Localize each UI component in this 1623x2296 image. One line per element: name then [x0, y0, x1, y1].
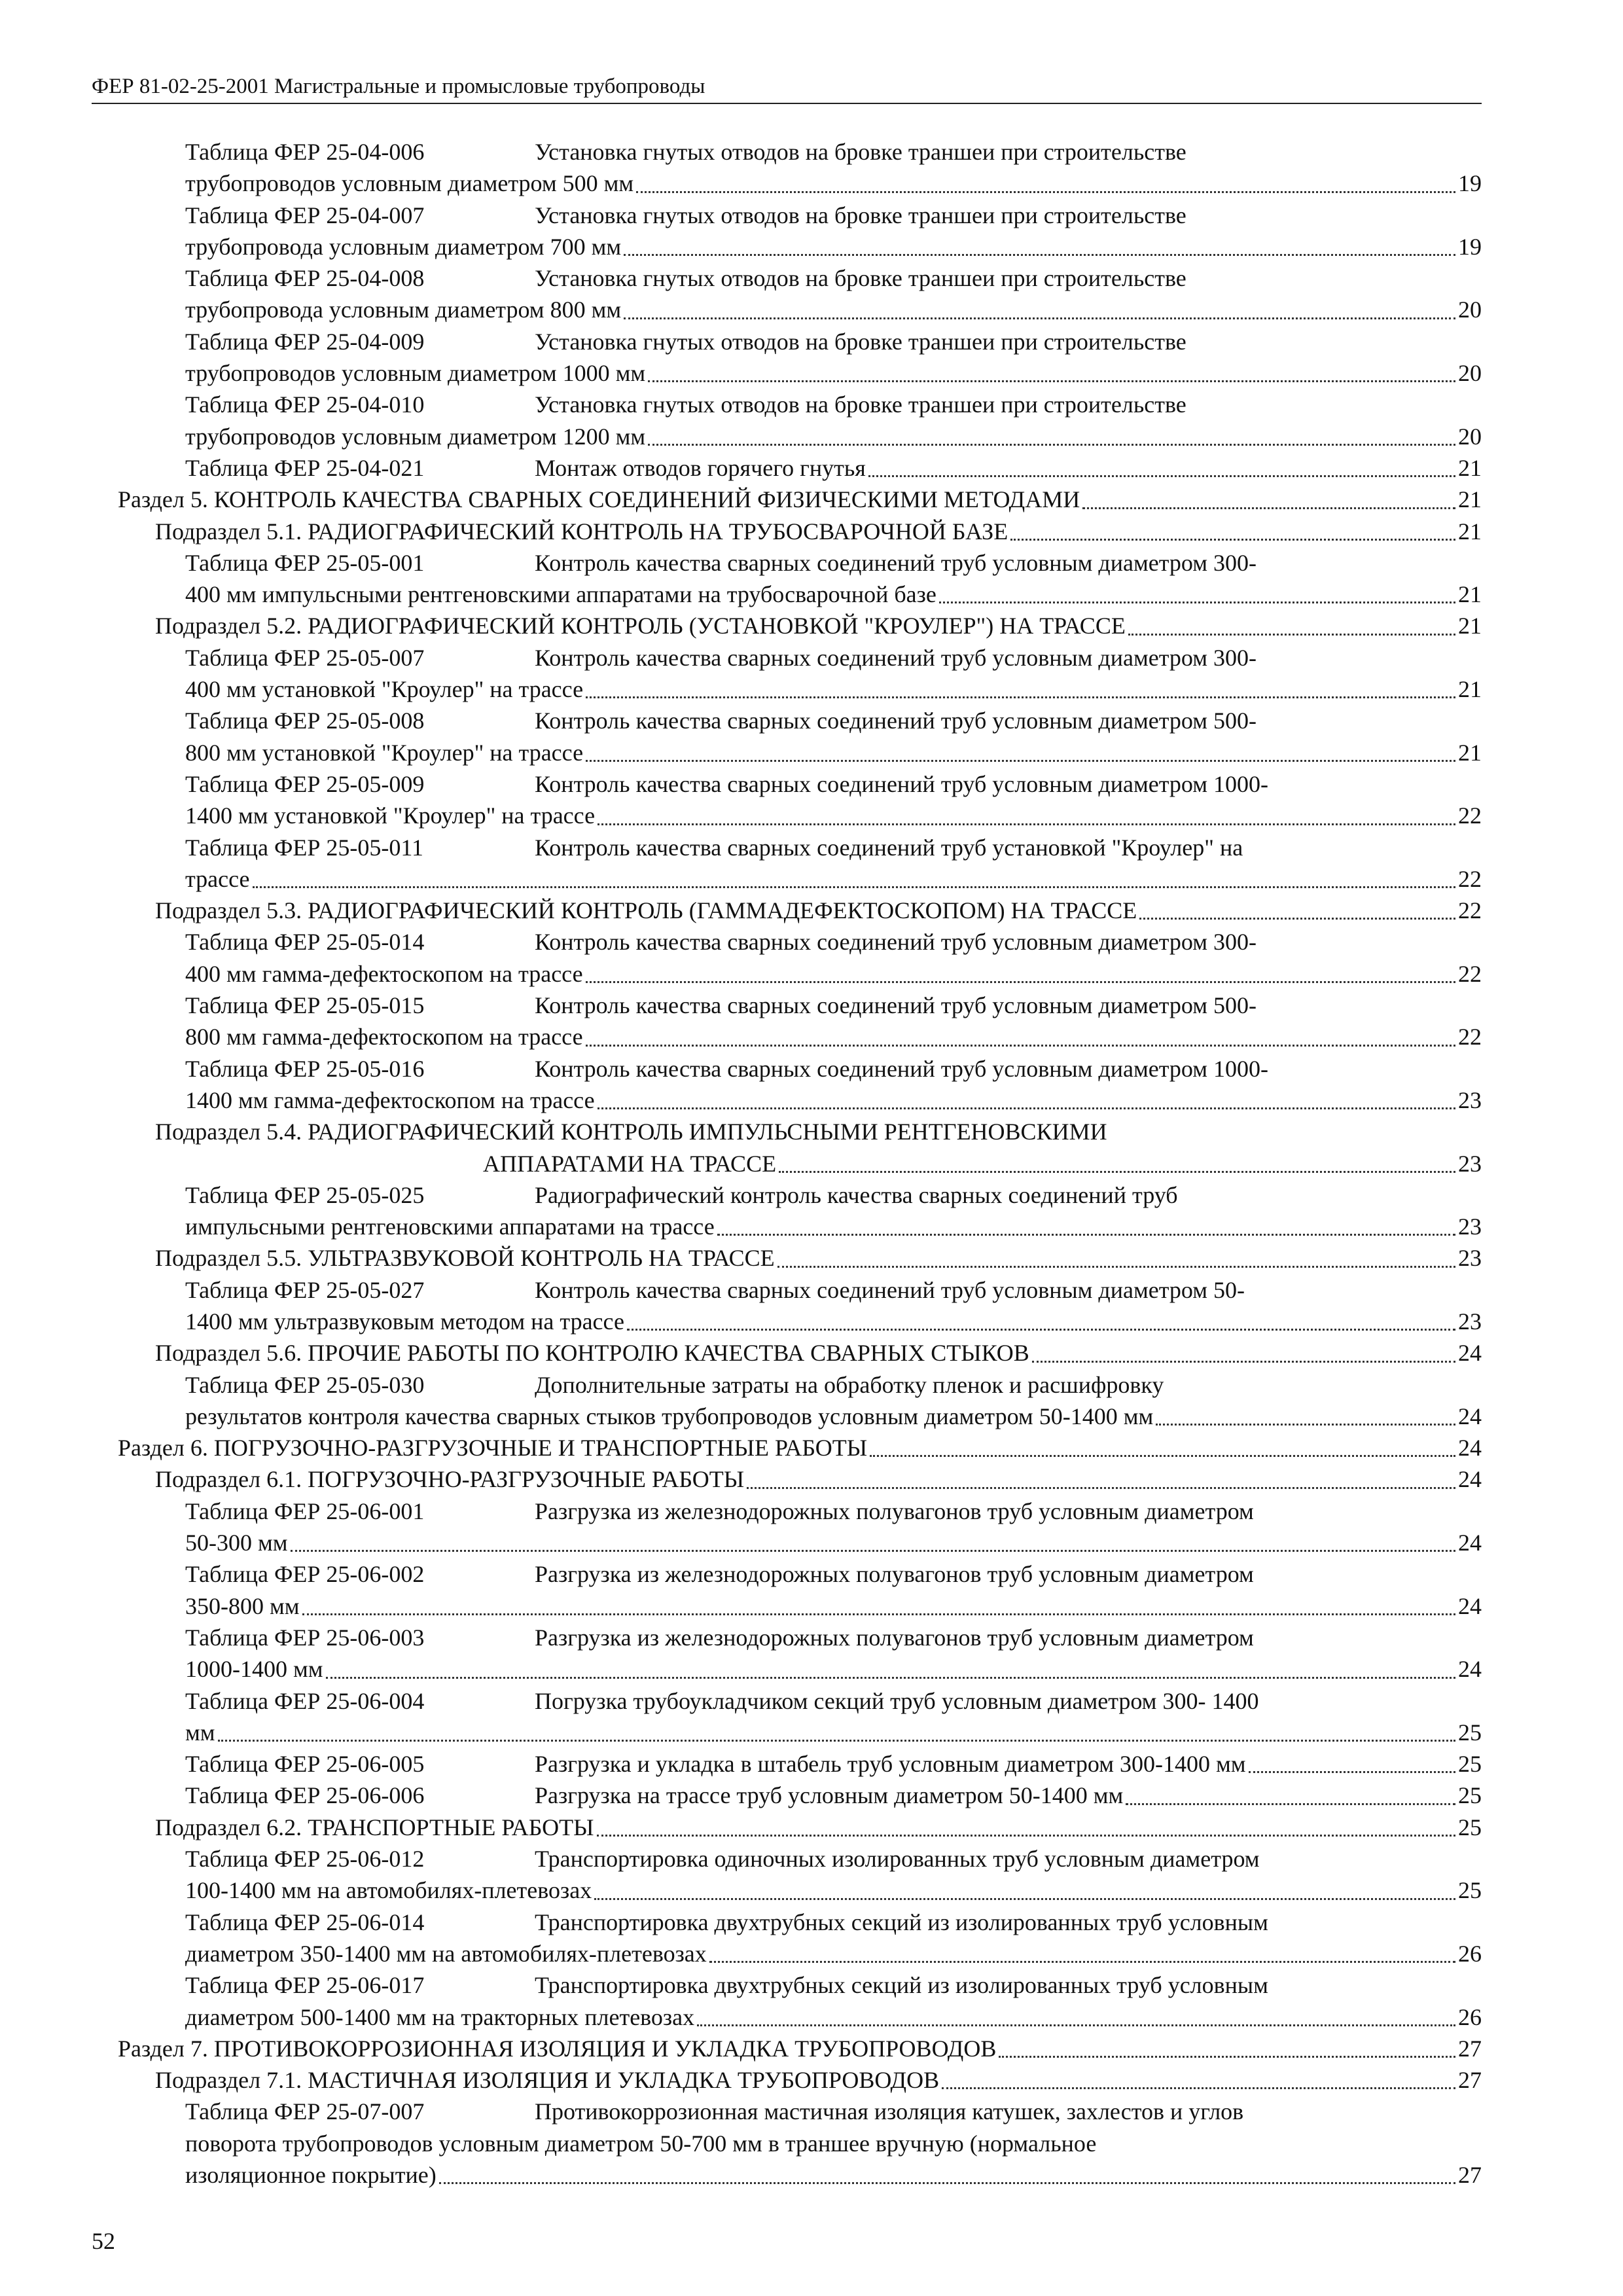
toc-subsection-entry	[118, 2064, 1482, 2096]
toc-table-continuation	[118, 673, 1482, 705]
table-code: Таблица ФЕР 25-06-012	[185, 1846, 425, 1873]
dot-leader	[218, 1740, 1455, 1742]
dot-leader	[302, 1613, 1455, 1615]
toc-table-entry	[118, 547, 1482, 579]
toc-table-entry	[118, 1748, 1482, 1780]
table-title: Контроль качества сварных соединений труб условным диаметром 300-	[535, 549, 1257, 576]
page-ref: 23	[1458, 1086, 1482, 1113]
table-code: Таблица ФЕР 25-06-006	[185, 1782, 425, 1809]
table-title-cont: мм	[185, 1719, 215, 1746]
table-title: Дополнительные затраты на обработку пленок и расшифровку	[535, 1371, 1164, 1398]
page-ref: 20	[1458, 296, 1482, 323]
table-title-cont: 800 мм установкой "Кроулер" на трассе	[185, 739, 584, 766]
table-title: Разгрузка и укладка в штабель труб условным диаметром 300-1400 мм	[535, 1751, 1246, 1778]
toc-table-entry	[118, 452, 1482, 484]
table-title-cont: трубопровода условным диаметром 700 мм	[185, 233, 622, 260]
dot-leader	[1249, 1771, 1455, 1773]
toc-table-entry	[118, 768, 1482, 800]
table-title: Разгрузка из железнодорожных полувагонов труб условным диаметром	[535, 1498, 1254, 1524]
table-code: Таблица ФЕР 25-04-008	[185, 265, 425, 292]
page-ref: 22	[1458, 960, 1482, 987]
toc-table-entry	[118, 1685, 1482, 1717]
dot-leader	[709, 1961, 1455, 1963]
running-header: ФЕР 81-02-25-2001 Магистральные и промысловые трубопроводы	[92, 71, 1482, 104]
table-title: Установка гнутых отводов на бровке траншеи при строительстве	[535, 202, 1186, 228]
toc-table-entry	[118, 1780, 1482, 1811]
dot-leader	[648, 444, 1455, 446]
toc-section-entry	[118, 2033, 1482, 2064]
table-title: Контроль качества сварных соединений труб условным диаметром 300-	[535, 644, 1257, 671]
page-ref: 24	[1458, 1656, 1482, 1683]
table-title-cont: 50-300 мм	[185, 1530, 288, 1556]
section-title: Раздел 6. ПОГРУЗОЧНО-РАЗГРУЗОЧНЫЕ И ТРАНСПОРТНЫЕ РАБОТЫ	[118, 1435, 868, 1462]
page-ref: 24	[1458, 1435, 1482, 1462]
toc-subsection-entry	[118, 1463, 1482, 1495]
toc-table-entry	[118, 1907, 1482, 1938]
toc-table-continuation	[118, 800, 1482, 831]
table-of-contents	[118, 136, 1482, 2191]
page-number: 52	[92, 2228, 115, 2254]
table-title: Противокоррозионная мастичная изоляция катушек, захлестов и углов	[535, 2098, 1244, 2125]
toc-table-entry	[118, 2096, 1482, 2127]
toc-table-continuation	[118, 737, 1482, 768]
page-ref: 20	[1458, 423, 1482, 450]
page-ref: 27	[1458, 2162, 1482, 2188]
toc-section-entry	[118, 484, 1482, 515]
table-title: Транспортировка двухтрубных секций из изолированных труб условным	[535, 1909, 1268, 1935]
table-title: Разгрузка на трассе труб условным диаметром 50-1400 мм	[535, 1782, 1124, 1809]
toc-table-continuation	[118, 579, 1482, 610]
toc-table-continuation	[118, 1306, 1482, 1337]
dot-leader	[597, 1107, 1455, 1109]
table-code: Таблица ФЕР 25-06-005	[185, 1751, 425, 1778]
toc-table-continuation	[118, 863, 1482, 895]
dot-leader	[747, 1487, 1455, 1489]
table-code: Таблица ФЕР 25-05-016	[185, 1055, 425, 1082]
toc-table-continuation	[118, 357, 1482, 389]
dot-leader	[594, 1898, 1455, 1900]
toc-subsection-entry	[118, 1242, 1482, 1274]
page-ref: 26	[1458, 1940, 1482, 1967]
table-title-cont: результатов контроля качества сварных стыков трубопроводов условным диаметром 50-1400 мм	[185, 1403, 1154, 1429]
toc-table-continuation	[118, 1085, 1482, 1116]
page-ref: 24	[1458, 1592, 1482, 1619]
toc-table-continuation	[118, 958, 1482, 990]
toc-table-entry	[118, 832, 1482, 863]
section-title: Раздел 5. КОНТРОЛЬ КАЧЕСТВА СВАРНЫХ СОЕДИНЕНИЙ ФИЗИЧЕСКИМИ МЕТОДАМИ	[118, 486, 1080, 513]
table-title: Транспортировка одиночных изолированных труб условным диаметром	[535, 1846, 1260, 1873]
subsection-title: Подраздел 7.1. МАСТИЧНАЯ ИЗОЛЯЦИЯ И УКЛАДКА ТРУБОПРОВОДОВ	[155, 2067, 940, 2094]
page-ref: 23	[1458, 1150, 1482, 1177]
toc-table-entry	[118, 1843, 1482, 1874]
toc-table-entry	[118, 389, 1482, 420]
subsection-title: Подраздел 5.5. УЛЬТРАЗВУКОВОЙ КОНТРОЛЬ НА ТРАССЕ	[155, 1245, 775, 1272]
dot-leader	[586, 1045, 1455, 1047]
table-title: Транспортировка двухтрубных секций из изолированных труб условным	[535, 1972, 1268, 1999]
table-title: Радиографический контроль качества сварных соединений труб	[535, 1181, 1178, 1208]
table-code: Таблица ФЕР 25-06-004	[185, 1687, 425, 1714]
dot-leader	[326, 1677, 1455, 1679]
toc-table-entry	[118, 1369, 1482, 1401]
toc-table-continuation	[118, 421, 1482, 452]
table-title-cont: импульсными рентгеновскими аппаратами на трассе	[185, 1213, 715, 1240]
page-ref: 25	[1458, 1877, 1482, 1904]
table-title-cont: 400 мм импульсными рентгеновскими аппаратами на трубосварочной базе	[185, 581, 936, 608]
toc-table-continuation	[118, 2159, 1482, 2191]
page-ref: 23	[1458, 1308, 1482, 1335]
dot-leader	[627, 1329, 1455, 1331]
toc-table-entry	[118, 136, 1482, 168]
dot-leader	[636, 191, 1455, 193]
toc-table-entry	[118, 926, 1482, 958]
page-ref: 25	[1458, 1782, 1482, 1809]
page-ref: 27	[1458, 2067, 1482, 2094]
toc-table-entry	[118, 1622, 1482, 1653]
toc-table-continuation	[118, 2001, 1482, 2033]
table-title: Контроль качества сварных соединений труб условным диаметром 300-	[535, 929, 1257, 956]
dot-leader	[253, 886, 1455, 888]
dot-leader	[779, 1171, 1455, 1173]
toc-table-entry	[118, 1179, 1482, 1211]
page-ref: 21	[1458, 486, 1482, 513]
table-code: Таблица ФЕР 25-05-027	[185, 1276, 425, 1303]
table-title-cont: трубопроводов условным диаметром 1000 мм	[185, 360, 646, 387]
toc-table-entry	[118, 705, 1482, 736]
page-ref: 21	[1458, 613, 1482, 639]
table-title-cont: 1000-1400 мм	[185, 1656, 323, 1683]
page-ref: 22	[1458, 1024, 1482, 1050]
table-title-cont: трассе	[185, 865, 250, 892]
dot-leader	[1139, 918, 1455, 920]
subsection-title: Подраздел 5.1. РАДИОГРАФИЧЕСКИЙ КОНТРОЛЬ НА ТРУБОСВАРОЧНОЙ БАЗЕ	[155, 518, 1008, 545]
table-code: Таблица ФЕР 25-07-007	[185, 2098, 425, 2125]
table-code: Таблица ФЕР 25-06-017	[185, 1972, 425, 1999]
page-ref: 23	[1458, 1245, 1482, 1272]
table-title: Установка гнутых отводов на бровке траншеи при строительстве	[535, 265, 1186, 292]
toc-table-continuation	[118, 1590, 1482, 1622]
toc-table-entry	[118, 262, 1482, 294]
table-title: Контроль качества сварных соединений труб условным диаметром 50-	[535, 1276, 1245, 1303]
toc-table-entry	[118, 200, 1482, 231]
dot-leader	[1128, 634, 1455, 636]
dot-leader	[291, 1550, 1455, 1552]
table-title: Установка гнутых отводов на бровке траншеи при строительстве	[535, 328, 1186, 355]
table-code: Таблица ФЕР 25-05-009	[185, 770, 425, 797]
dot-leader	[597, 823, 1455, 825]
table-code: Таблица ФЕР 25-05-030	[185, 1371, 425, 1398]
dot-leader	[1082, 507, 1455, 509]
page-ref: 21	[1458, 518, 1482, 545]
dot-leader	[586, 760, 1455, 762]
dot-leader	[624, 254, 1455, 256]
table-title: Контроль качества сварных соединений труб условным диаметром 500-	[535, 708, 1257, 734]
subsection-title: Подраздел 6.2. ТРАНСПОРТНЫЕ РАБОТЫ	[155, 1814, 594, 1840]
toc-table-continuation	[118, 168, 1482, 199]
page-ref: 22	[1458, 897, 1482, 924]
table-code: Таблица ФЕР 25-05-011	[185, 834, 424, 861]
toc-table-continuation	[118, 1653, 1482, 1685]
table-title-cont: 100-1400 мм на автомобилях-плетевозах	[185, 1877, 592, 1904]
table-code: Таблица ФЕР 25-04-010	[185, 391, 425, 418]
toc-table-continuation	[118, 1401, 1482, 1432]
page-ref: 24	[1458, 1530, 1482, 1556]
toc-section-entry	[118, 1432, 1482, 1463]
table-title: Установка гнутых отводов на бровке траншеи при строительстве	[535, 391, 1186, 418]
dot-leader	[597, 1835, 1455, 1837]
page-ref: 22	[1458, 865, 1482, 892]
table-code: Таблица ФЕР 25-05-008	[185, 708, 425, 734]
dot-leader	[939, 601, 1455, 603]
table-title: Контроль качества сварных соединений труб условным диаметром 1000-	[535, 770, 1269, 797]
page-ref: 25	[1458, 1719, 1482, 1746]
table-title: Установка гнутых отводов на бровке траншеи при строительстве	[535, 139, 1186, 165]
table-title-cont: 400 мм гамма-дефектоскопом на трассе	[185, 960, 583, 987]
table-code: Таблица ФЕР 25-05-025	[185, 1181, 425, 1208]
page-ref: 19	[1458, 233, 1482, 260]
page-ref: 24	[1458, 1340, 1482, 1367]
page-ref: 21	[1458, 581, 1482, 608]
table-title: Контроль качества сварных соединений труб условным диаметром 500-	[535, 992, 1257, 1019]
table-code: Таблица ФЕР 25-05-015	[185, 992, 425, 1019]
dot-leader	[1156, 1424, 1455, 1426]
dot-leader	[717, 1234, 1455, 1236]
table-code: Таблица ФЕР 25-04-009	[185, 328, 425, 355]
table-title-cont: диаметром 500-1400 мм на тракторных плетевозах	[185, 2003, 695, 2030]
toc-table-entry	[118, 642, 1482, 673]
page-ref: 20	[1458, 360, 1482, 387]
subsection-title: Подраздел 6.1. ПОГРУЗОЧНО-РАЗГРУЗОЧНЫЕ РАБОТЫ	[155, 1466, 745, 1493]
table-title-cont: 800 мм гамма-дефектоскопом на трассе	[185, 1024, 583, 1050]
toc-table-entry	[118, 1558, 1482, 1590]
page-ref: 21	[1458, 739, 1482, 766]
dot-leader	[1032, 1361, 1455, 1363]
table-code: Таблица ФЕР 25-06-001	[185, 1498, 425, 1524]
table-title-cont: 400 мм установкой "Кроулер" на трассе	[185, 676, 584, 703]
page-ref: 25	[1458, 1751, 1482, 1778]
toc-subsection-entry	[118, 1337, 1482, 1369]
page-ref: 22	[1458, 802, 1482, 829]
dot-leader	[648, 380, 1455, 382]
toc-table-continuation	[118, 1527, 1482, 1558]
table-title-cont: 1400 мм установкой "Кроулер" на трассе	[185, 802, 596, 829]
dot-leader	[1010, 539, 1455, 541]
dot-leader	[697, 2024, 1455, 2026]
dot-leader	[999, 2056, 1455, 2058]
toc-table-continuation	[118, 231, 1482, 262]
dot-leader	[624, 317, 1455, 319]
dot-leader	[439, 2182, 1455, 2184]
table-title-cont: трубопроводов условным диаметром 500 мм	[185, 170, 634, 197]
table-title-cont: 1400 мм гамма-дефектоскопом на трассе	[185, 1086, 595, 1113]
dot-leader	[942, 2087, 1455, 2089]
dot-leader	[586, 981, 1455, 983]
subsection-title: Подраздел 5.2. РАДИОГРАФИЧЕСКИЙ КОНТРОЛЬ (УСТАНОВКОЙ "КРОУЛЕР") НА ТРАССЕ	[155, 613, 1126, 639]
table-code: Таблица ФЕР 25-05-001	[185, 549, 425, 576]
page-ref: 21	[1458, 676, 1482, 703]
table-code: Таблица ФЕР 25-05-007	[185, 644, 425, 671]
toc-subsection-entry	[118, 895, 1482, 926]
table-title: Погрузка трубоукладчиком секций труб условным диаметром 300- 1400	[535, 1687, 1259, 1714]
toc-table-continuation	[118, 2128, 1482, 2159]
toc-table-entry	[118, 326, 1482, 357]
table-title: Разгрузка из железнодорожных полувагонов труб условным диаметром	[535, 1561, 1254, 1588]
table-title-cont: поворота трубопроводов условным диаметром 50-700 мм в траншее вручную (нормальное	[185, 2130, 1097, 2157]
dot-leader	[777, 1266, 1455, 1268]
section-title: Раздел 7. ПРОТИВОКОРРОЗИОННАЯ ИЗОЛЯЦИЯ И УКЛАДКА ТРУБОПРОВОДОВ	[118, 2035, 997, 2062]
toc-subsection-continuation	[118, 1148, 1482, 1179]
toc-table-entry	[118, 1274, 1482, 1306]
page-ref: 25	[1458, 1814, 1482, 1840]
page-ref: 26	[1458, 2003, 1482, 2030]
toc-table-continuation	[118, 1938, 1482, 1969]
subsection-title: Подраздел 5.4. РАДИОГРАФИЧЕСКИЙ КОНТРОЛЬ ИМПУЛЬСНЫМИ РЕНТГЕНОВСКИМИ	[155, 1119, 1107, 1145]
page-ref: 24	[1458, 1403, 1482, 1429]
table-title-cont: изоляционное покрытие)	[185, 2162, 437, 2188]
table-title-cont: 1400 мм ультразвуковым методом на трассе	[185, 1308, 624, 1335]
toc-subsection-entry	[118, 1812, 1482, 1843]
table-title: Разгрузка из железнодорожных полувагонов труб условным диаметром	[535, 1624, 1254, 1651]
table-title: Монтаж отводов горячего гнутья	[535, 454, 866, 481]
dot-leader	[868, 475, 1455, 477]
table-title: Контроль качества сварных соединений труб условным диаметром 1000-	[535, 1055, 1269, 1082]
toc-table-continuation	[118, 1717, 1482, 1748]
toc-table-entry	[118, 990, 1482, 1021]
table-title-cont: трубопроводов условным диаметром 1200 мм	[185, 423, 646, 450]
toc-subsection-entry	[118, 1116, 1482, 1147]
toc-table-entry	[118, 1969, 1482, 2001]
table-title-cont: диаметром 350-1400 мм на автомобилях-плетевозах	[185, 1940, 707, 1967]
toc-table-entry	[118, 1053, 1482, 1085]
toc-subsection-entry	[118, 516, 1482, 547]
table-code: Таблица ФЕР 25-06-002	[185, 1561, 425, 1588]
toc-subsection-entry	[118, 610, 1482, 641]
toc-table-continuation	[118, 1874, 1482, 1906]
page-ref: 27	[1458, 2035, 1482, 2062]
table-code: Таблица ФЕР 25-04-006	[185, 139, 425, 165]
page-ref: 21	[1458, 454, 1482, 481]
toc-table-continuation	[118, 1211, 1482, 1242]
table-title: Контроль качества сварных соединений труб установкой "Кроулер" на	[535, 834, 1243, 861]
subsection-title: Подраздел 5.6. ПРОЧИЕ РАБОТЫ ПО КОНТРОЛЮ КАЧЕСТВА СВАРНЫХ СТЫКОВ	[155, 1340, 1029, 1367]
page-ref: 24	[1458, 1466, 1482, 1493]
dot-leader	[586, 696, 1455, 698]
table-code: Таблица ФЕР 25-04-021	[185, 454, 425, 481]
dot-leader	[870, 1455, 1455, 1457]
toc-table-entry	[118, 1496, 1482, 1527]
table-code: Таблица ФЕР 25-06-003	[185, 1624, 425, 1651]
page-ref: 19	[1458, 170, 1482, 197]
table-title-cont: 350-800 мм	[185, 1592, 300, 1619]
toc-table-continuation	[118, 294, 1482, 325]
subsection-title-cont: АППАРАТАМИ НА ТРАССЕ	[483, 1150, 777, 1177]
page-ref: 23	[1458, 1213, 1482, 1240]
toc-table-continuation	[118, 1021, 1482, 1052]
table-title-cont: трубопровода условным диаметром 800 мм	[185, 296, 622, 323]
dot-leader	[1126, 1803, 1455, 1805]
table-code: Таблица ФЕР 25-06-014	[185, 1909, 425, 1935]
table-code: Таблица ФЕР 25-05-014	[185, 929, 425, 956]
subsection-title: Подраздел 5.3. РАДИОГРАФИЧЕСКИЙ КОНТРОЛЬ (ГАММАДЕФЕКТОСКОПОМ) НА ТРАССЕ	[155, 897, 1137, 924]
table-code: Таблица ФЕР 25-04-007	[185, 202, 425, 228]
